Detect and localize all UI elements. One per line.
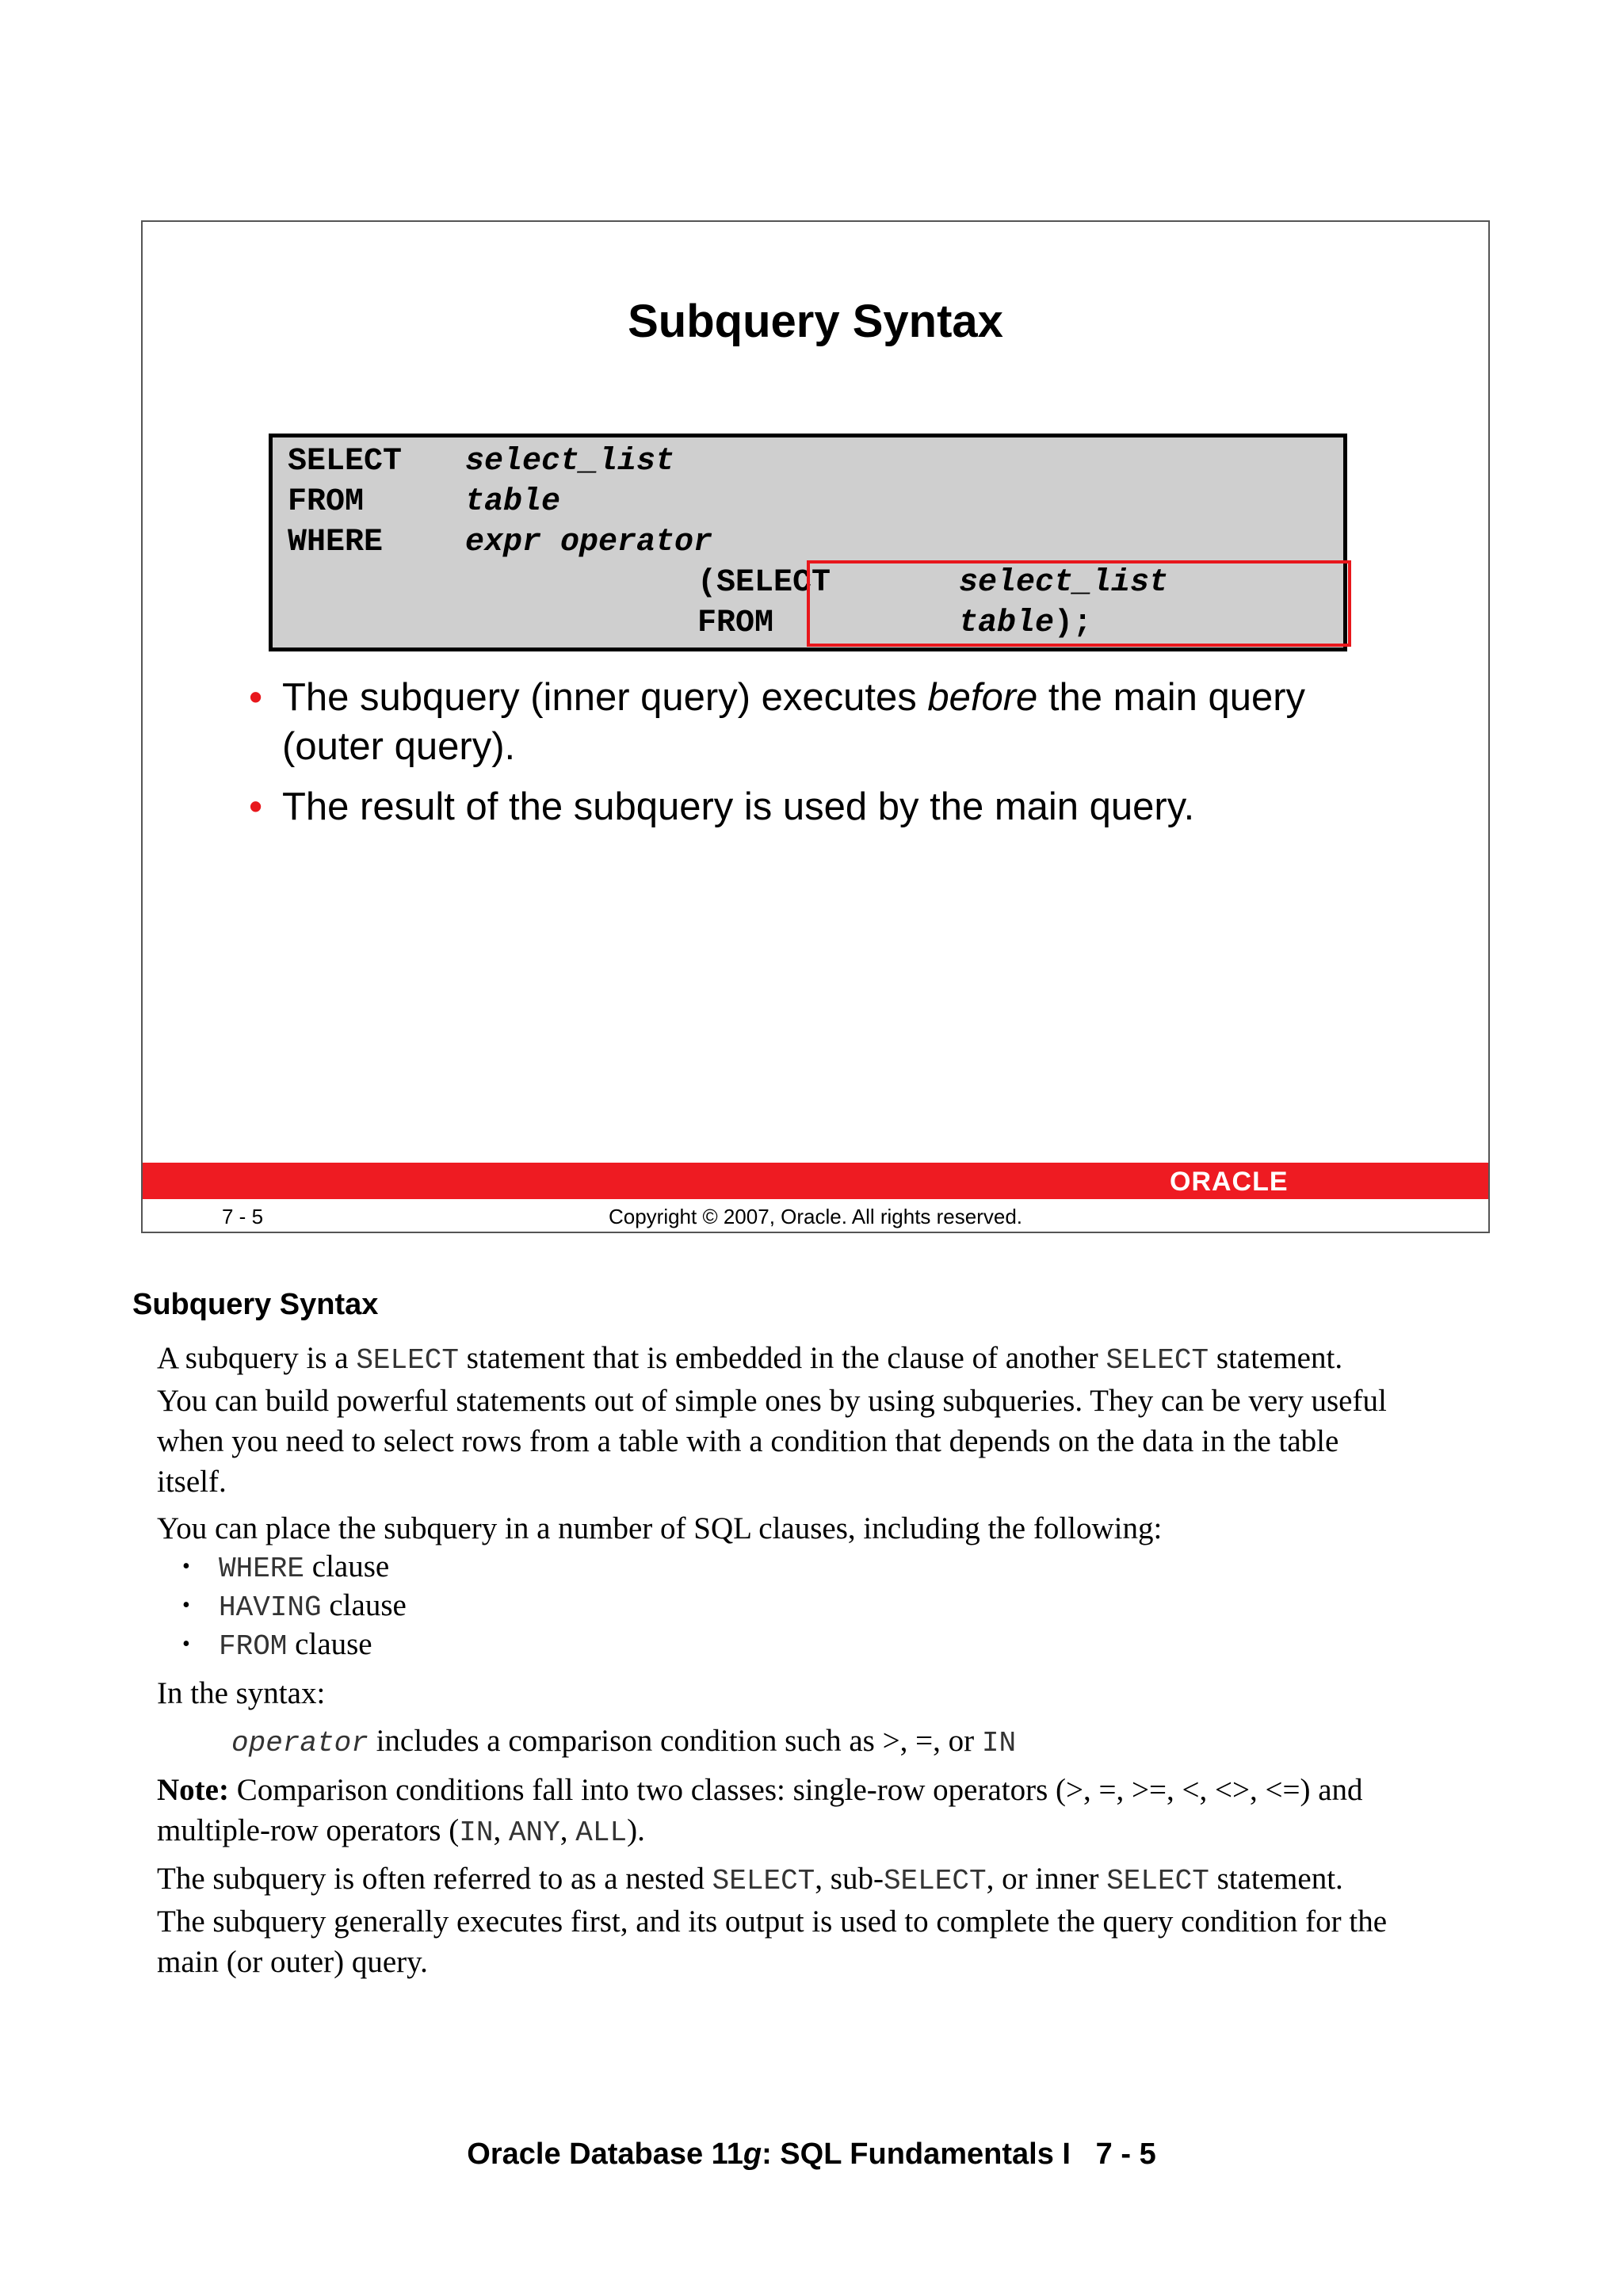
code-arg-table: table: [465, 484, 561, 520]
in-the-syntax: In the syntax:: [157, 1676, 326, 1710]
list-bullet: •: [182, 1593, 190, 1618]
p1-line4: itself.: [157, 1465, 227, 1499]
code-keyword-where: WHERE: [288, 525, 384, 560]
slide-copyright: Copyright © 2007, Oracle. All rights reserved.: [608, 1205, 1023, 1228]
slide-number: 7 - 5: [222, 1205, 264, 1228]
slide-bullet-1-text: The subquery (inner query) executes before the main query: [282, 676, 1306, 719]
code-sub-end: );: [1054, 606, 1093, 641]
code-sub-keyword-select: (SELECT: [697, 565, 831, 601]
code-sub-arg-table: table: [959, 606, 1055, 641]
p1-line1: A subquery is a SELECT statement that is embedded in the clause of another SELECT statement.: [157, 1341, 1343, 1377]
syntax-code-box: [269, 434, 1347, 651]
slide-bullet-2-text: The result of the subquery is used by the main query.: [282, 785, 1195, 828]
list-bullet: •: [182, 1632, 190, 1656]
code-arg-expr-operator: expr operator: [465, 525, 713, 560]
notes-paragraph-last: The subquery is often referred to as a nested SELECT, sub-SELECT, or inner SELECT statement. The subquery generally executes first, and its output is used to complete the query condition for the main (or outer) query.: [157, 1862, 1388, 1979]
note-paragraph: Note: Comparison conditions fall into two classes: single-row operators (>, =, >=, <, <>, <=) and multiple-row operators (IN, ANY, ALL).: [157, 1773, 1363, 1849]
code-sub-keyword-from: FROM: [697, 606, 774, 641]
page-footer: Oracle Database 11g: SQL Fundamentals I 7 - 5: [467, 2137, 1156, 2171]
code-keyword-from: FROM: [288, 484, 365, 520]
p1-line2: You can build powerful statements out of simple ones by using subqueries. They can be very useful: [157, 1384, 1387, 1418]
slide-title: Subquery Syntax: [628, 296, 1003, 347]
operator-description: operator includes a comparison condition such as >, =, or IN: [231, 1724, 1017, 1759]
subquery-highlight-box: [807, 560, 1351, 647]
code-sub-arg-select-list: select_list: [959, 565, 1169, 601]
code-keyword-select: SELECT: [288, 444, 403, 479]
bullet-dot: •: [249, 676, 263, 719]
notes-paragraph-1: [157, 1338, 1504, 1502]
list-bullet: •: [182, 1554, 190, 1579]
notes-paragraph-2: You can place the subquery in a number of SQL clauses, including the following:: [157, 1511, 1163, 1545]
code-arg-select-list: select_list: [465, 444, 675, 479]
notes-heading: Subquery Syntax: [132, 1288, 379, 1321]
bullet-dot: •: [249, 785, 263, 828]
p1-line3: when you need to select rows from a table with a condition that depends on the data in the table: [157, 1424, 1339, 1458]
slide-frame: Subquery Syntax SELECT select_list FROM table WHERE expr operator (SELECT select_list FROM table); • The subquery (inner query) executes before the main query (outer query). • The result of the subquery is used by the main query. ORACLE 7 - 5 Copyright © 2007, Oracle. All rights reserved.: [141, 220, 1490, 1233]
svg-text:ORACLE: ORACLE: [1170, 1167, 1289, 1194]
oracle-logo: [1170, 1167, 1352, 1194]
note-label: Note:: [157, 1773, 229, 1807]
